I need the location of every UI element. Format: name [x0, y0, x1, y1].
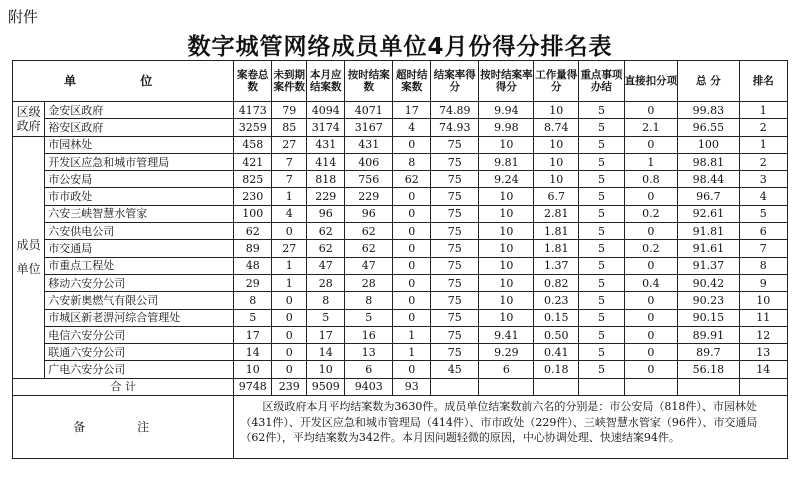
unit-name: 联通六安分公司	[45, 344, 234, 361]
table-cell: 0	[393, 188, 431, 205]
table-cell: 90.42	[678, 274, 739, 291]
table-cell: 10	[479, 309, 534, 326]
header-closure-rate-score: 结案率得分	[431, 61, 479, 102]
total-cell: 239	[272, 378, 307, 395]
table-cell: 6	[479, 361, 534, 378]
table-cell: 98.81	[678, 153, 739, 170]
group-label-members: 成员单位	[13, 136, 45, 378]
table-cell: 4071	[345, 102, 393, 119]
table-cell: 10	[479, 257, 534, 274]
table-cell: 10	[479, 188, 534, 205]
table-cell: 2.81	[534, 205, 579, 222]
table-cell: 10	[307, 361, 345, 378]
table-cell: 75	[431, 223, 479, 240]
table-cell: 99.83	[678, 102, 739, 119]
table-cell: 1.81	[534, 223, 579, 240]
table-cell: 818	[307, 171, 345, 188]
table-cell: 10	[534, 171, 579, 188]
unit-name: 六安新奥燃气有限公司	[45, 292, 234, 309]
header-deduction: 直接扣分项	[624, 61, 678, 102]
unit-name: 市重点工程处	[45, 257, 234, 274]
table-cell: 8	[345, 292, 393, 309]
table-cell: 62	[393, 171, 431, 188]
total-cell	[678, 378, 739, 395]
table-cell: 1	[272, 274, 307, 291]
table-cell: 5	[579, 223, 624, 240]
unit-name: 市公安局	[45, 171, 234, 188]
total-label: 合 计	[13, 378, 234, 395]
header-on-time-rate-score: 按时结案率得分	[479, 61, 534, 102]
table-cell: 89	[234, 240, 272, 257]
table-cell: 0.8	[624, 171, 678, 188]
table-cell: 0.2	[624, 240, 678, 257]
total-cell	[579, 378, 624, 395]
table-cell: 5	[307, 309, 345, 326]
table-cell: 5	[579, 344, 624, 361]
table-cell: 229	[307, 188, 345, 205]
unit-name: 广电六安分公司	[45, 361, 234, 378]
table-cell: 14	[234, 344, 272, 361]
table-cell: 1	[393, 326, 431, 343]
total-cell	[624, 378, 678, 395]
table-cell: 5	[579, 257, 624, 274]
header-total-score: 总 分	[678, 61, 739, 102]
table-cell: 1	[739, 136, 787, 153]
note-text: 区级政府本月平均结案数为3630件。成员单位结案数前六名的分别是：市公安局（818件）、市园林处（431件）、开发区应急和城市管理局（414件）、市市政处（229件）、三峡智慧水管家（96件）、市交通局（62件），平均结案数为342件。本月因问题轻微的原因，中心协调处理、快速结案94件。	[234, 396, 788, 459]
table-cell: 3167	[345, 119, 393, 136]
table-cell: 7	[739, 240, 787, 257]
table-cell: 27	[272, 240, 307, 257]
table-cell: 14	[739, 361, 787, 378]
table-cell: 62	[345, 223, 393, 240]
table-cell: 10	[739, 292, 787, 309]
note-row	[13, 396, 788, 459]
total-cell: 93	[393, 378, 431, 395]
table-cell: 5	[579, 102, 624, 119]
table-row	[13, 171, 788, 188]
table-cell: 4	[272, 205, 307, 222]
table-cell: 1.81	[534, 240, 579, 257]
table-cell: 62	[345, 240, 393, 257]
table-row	[13, 205, 788, 222]
table-cell: 10	[479, 205, 534, 222]
table-cell: 756	[345, 171, 393, 188]
table-cell: 0	[393, 257, 431, 274]
table-cell: 0.15	[534, 309, 579, 326]
ranking-table	[12, 60, 788, 459]
table-cell: 9.94	[479, 102, 534, 119]
table-cell: 0	[272, 292, 307, 309]
table-cell: 11	[739, 309, 787, 326]
table-cell: 28	[345, 274, 393, 291]
table-cell: 0.18	[534, 361, 579, 378]
group-label-district: 区级政府	[13, 102, 45, 137]
table-cell: 0	[624, 292, 678, 309]
table-cell: 0	[624, 309, 678, 326]
table-cell: 47	[345, 257, 393, 274]
table-row	[13, 223, 788, 240]
table-cell: 5	[579, 136, 624, 153]
table-cell: 27	[272, 136, 307, 153]
table-cell: 2.1	[624, 119, 678, 136]
table-cell: 4	[739, 188, 787, 205]
total-cell: 9403	[345, 378, 393, 395]
table-cell: 10	[479, 223, 534, 240]
table-cell: 9.81	[479, 153, 534, 170]
header-rank: 排名	[739, 61, 787, 102]
table-row	[13, 257, 788, 274]
table-cell: 14	[307, 344, 345, 361]
table-cell: 16	[345, 326, 393, 343]
table-cell: 0	[624, 223, 678, 240]
table-cell: 7	[272, 153, 307, 170]
unit-name: 市交通局	[45, 240, 234, 257]
table-cell: 75	[431, 188, 479, 205]
table-cell: 56.18	[678, 361, 739, 378]
table-cell: 75	[431, 274, 479, 291]
table-cell: 6	[345, 361, 393, 378]
unit-name: 裕安区政府	[45, 119, 234, 136]
table-cell: 0	[393, 136, 431, 153]
table-cell: 75	[431, 205, 479, 222]
table-cell: 0.82	[534, 274, 579, 291]
table-cell: 230	[234, 188, 272, 205]
table-cell: 0	[624, 188, 678, 205]
note-label: 备 注	[13, 396, 234, 459]
total-cell	[739, 378, 787, 395]
table-cell: 90.15	[678, 309, 739, 326]
table-cell: 62	[234, 223, 272, 240]
table-cell: 48	[234, 257, 272, 274]
table-cell: 3	[739, 171, 787, 188]
table-cell: 75	[431, 326, 479, 343]
table-cell: 0	[393, 240, 431, 257]
table-cell: 0	[624, 326, 678, 343]
table-body	[13, 102, 788, 459]
table-cell: 47	[307, 257, 345, 274]
table-cell: 10	[534, 153, 579, 170]
table-cell: 4094	[307, 102, 345, 119]
table-cell: 1	[624, 153, 678, 170]
table-cell: 3174	[307, 119, 345, 136]
table-cell: 75	[431, 153, 479, 170]
table-cell: 5	[579, 292, 624, 309]
table-cell: 75	[431, 344, 479, 361]
table-cell: 5	[579, 274, 624, 291]
table-cell: 29	[234, 274, 272, 291]
table-cell: 62	[307, 223, 345, 240]
table-cell: 9.29	[479, 344, 534, 361]
header-total-cases: 案卷总数	[234, 61, 272, 102]
table-cell: 85	[272, 119, 307, 136]
table-cell: 0	[624, 257, 678, 274]
table-cell: 12	[739, 326, 787, 343]
table-cell: 75	[431, 257, 479, 274]
table-cell: 2	[739, 153, 787, 170]
table-cell: 91.81	[678, 223, 739, 240]
table-cell: 0	[393, 205, 431, 222]
table-cell: 98.44	[678, 171, 739, 188]
table-cell: 17	[393, 102, 431, 119]
table-cell: 13	[345, 344, 393, 361]
table-cell: 28	[307, 274, 345, 291]
table-row	[13, 309, 788, 326]
table-cell: 96.55	[678, 119, 739, 136]
table-cell: 17	[307, 326, 345, 343]
table-cell: 4173	[234, 102, 272, 119]
table-cell: 90.23	[678, 292, 739, 309]
table-cell: 5	[234, 309, 272, 326]
table-row	[13, 274, 788, 291]
table-cell: 91.61	[678, 240, 739, 257]
table-cell: 10	[234, 361, 272, 378]
table-cell: 0	[393, 274, 431, 291]
table-cell: 74.89	[431, 102, 479, 119]
table-cell: 45	[431, 361, 479, 378]
table-cell: 5	[579, 205, 624, 222]
table-cell: 431	[345, 136, 393, 153]
table-row	[13, 136, 788, 153]
table-cell: 458	[234, 136, 272, 153]
header-due-this-month: 本月应结案数	[307, 61, 345, 102]
table-cell: 9.98	[479, 119, 534, 136]
unit-name: 六安三峡智慧水管家	[45, 205, 234, 222]
table-cell: 10	[479, 240, 534, 257]
total-cell	[534, 378, 579, 395]
table-cell: 0	[272, 344, 307, 361]
total-row	[13, 378, 788, 395]
table-cell: 414	[307, 153, 345, 170]
table-cell: 6.7	[534, 188, 579, 205]
table-cell: 0	[624, 136, 678, 153]
table-cell: 9.24	[479, 171, 534, 188]
table-cell: 92.61	[678, 205, 739, 222]
table-cell: 89.7	[678, 344, 739, 361]
unit-name: 开发区应急和城市管理局	[45, 153, 234, 170]
table-cell: 0.41	[534, 344, 579, 361]
table-cell: 9	[739, 274, 787, 291]
header-unit: 单 位	[13, 61, 234, 102]
table-cell: 0	[272, 223, 307, 240]
table-cell: 4	[393, 119, 431, 136]
total-cell	[431, 378, 479, 395]
table-cell: 5	[579, 119, 624, 136]
header-overdue-closed: 超时结案数	[393, 61, 431, 102]
table-cell: 79	[272, 102, 307, 119]
table-cell: 74.93	[431, 119, 479, 136]
table-cell: 17	[234, 326, 272, 343]
unit-name: 市园林处	[45, 136, 234, 153]
table-cell: 96	[307, 205, 345, 222]
page-title: 数字城管网络成员单位4月份得分排名表	[187, 34, 613, 60]
table-cell: 5	[345, 309, 393, 326]
table-cell: 0	[393, 223, 431, 240]
table-row	[13, 292, 788, 309]
table-cell: 5	[579, 240, 624, 257]
table-cell: 91.37	[678, 257, 739, 274]
table-cell: 7	[272, 171, 307, 188]
table-cell: 2	[739, 119, 787, 136]
table-cell: 10	[479, 274, 534, 291]
table-cell: 0	[272, 361, 307, 378]
table-cell: 75	[431, 240, 479, 257]
header-row	[13, 61, 788, 102]
unit-name: 市市政处	[45, 188, 234, 205]
table-cell: 0	[393, 309, 431, 326]
table-cell: 75	[431, 136, 479, 153]
table-cell: 0.23	[534, 292, 579, 309]
table-row	[13, 361, 788, 378]
table-row	[13, 240, 788, 257]
table-cell: 5	[739, 205, 787, 222]
table-cell: 406	[345, 153, 393, 170]
total-cell	[479, 378, 534, 395]
table-cell: 8	[234, 292, 272, 309]
header-key-items: 重点事项办结	[579, 61, 624, 102]
table-cell: 5	[579, 171, 624, 188]
table-cell: 100	[234, 205, 272, 222]
header-workload-score: 工作量得分	[534, 61, 579, 102]
total-cell: 9509	[307, 378, 345, 395]
table-cell: 100	[678, 136, 739, 153]
table-cell: 0	[624, 344, 678, 361]
table-cell: 3259	[234, 119, 272, 136]
table-cell: 8	[393, 153, 431, 170]
table-cell: 0.4	[624, 274, 678, 291]
table-cell: 1	[272, 257, 307, 274]
table-cell: 0	[624, 361, 678, 378]
table-cell: 0	[624, 102, 678, 119]
table-cell: 75	[431, 292, 479, 309]
table-cell: 5	[579, 326, 624, 343]
attachment-label: 附件	[8, 8, 39, 26]
table-cell: 9.41	[479, 326, 534, 343]
table-cell: 10	[479, 136, 534, 153]
unit-name: 六安供电公司	[45, 223, 234, 240]
table-row	[13, 188, 788, 205]
table-cell: 10	[534, 136, 579, 153]
table-cell: 0	[272, 309, 307, 326]
table-cell: 89.91	[678, 326, 739, 343]
table-cell: 10	[479, 292, 534, 309]
table-cell: 5	[579, 153, 624, 170]
table-cell: 5	[579, 188, 624, 205]
table-cell: 75	[431, 309, 479, 326]
table-cell: 0	[393, 292, 431, 309]
table-cell: 8	[307, 292, 345, 309]
table-cell: 229	[345, 188, 393, 205]
table-row	[13, 119, 788, 136]
table-cell: 5	[579, 361, 624, 378]
table-row	[13, 153, 788, 170]
table-cell: 0.50	[534, 326, 579, 343]
unit-name: 电信六安分公司	[45, 326, 234, 343]
table-cell: 75	[431, 171, 479, 188]
table-row	[13, 102, 788, 119]
table-cell: 431	[307, 136, 345, 153]
table-cell: 96.7	[678, 188, 739, 205]
table-cell: 0	[393, 361, 431, 378]
table-cell: 0.2	[624, 205, 678, 222]
unit-name: 市城区新老淠河综合管理处	[45, 309, 234, 326]
header-not-due: 未到期案件数	[272, 61, 307, 102]
table-cell: 421	[234, 153, 272, 170]
header-on-time-closed: 按时结案数	[345, 61, 393, 102]
unit-name: 移动六安分公司	[45, 274, 234, 291]
table-cell: 1	[393, 344, 431, 361]
total-cell: 9748	[234, 378, 272, 395]
table-cell: 1.37	[534, 257, 579, 274]
table-cell: 0	[272, 326, 307, 343]
table-cell: 8.74	[534, 119, 579, 136]
table-cell: 1	[739, 102, 787, 119]
table-cell: 62	[307, 240, 345, 257]
table-cell: 8	[739, 257, 787, 274]
table-row	[13, 344, 788, 361]
table-cell: 1	[272, 188, 307, 205]
table-cell: 6	[739, 223, 787, 240]
table-cell: 10	[534, 102, 579, 119]
unit-name: 金安区政府	[45, 102, 234, 119]
table-cell: 13	[739, 344, 787, 361]
table-cell: 5	[579, 309, 624, 326]
table-row	[13, 326, 788, 343]
table-cell: 825	[234, 171, 272, 188]
table-cell: 96	[345, 205, 393, 222]
